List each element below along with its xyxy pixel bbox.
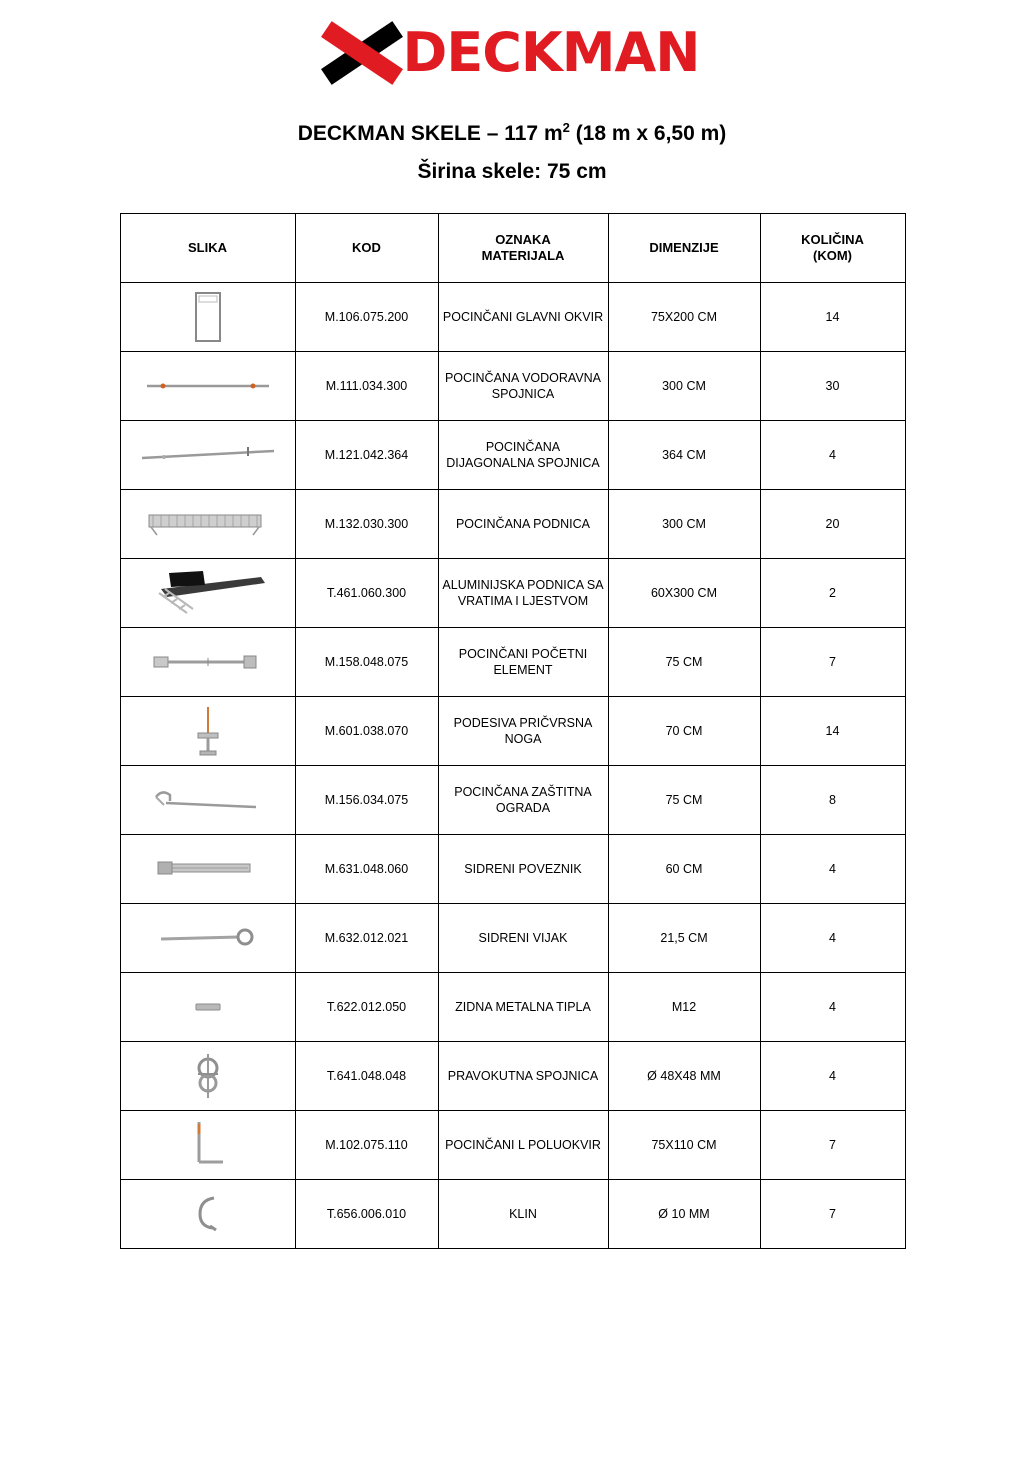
adjustable-base-jack-icon [124, 701, 292, 761]
part-dimensions: 75 CM [608, 766, 760, 835]
header-material-line1: OZNAKA [495, 231, 551, 247]
part-quantity: 7 [760, 1111, 905, 1180]
part-name: SIDRENI VIJAK [438, 904, 608, 973]
part-name: PRAVOKUTNA SPOJNICA [438, 1042, 608, 1111]
part-code: M.102.075.110 [295, 1111, 438, 1180]
parts-table [120, 213, 906, 1249]
table-row [120, 559, 905, 628]
part-dimensions: 75X200 CM [608, 283, 760, 352]
parts-table-wrapper [120, 213, 905, 1249]
part-name: POCINČANA PODNICA [438, 490, 608, 559]
part-name: POCINČANI POČETNI ELEMENT [438, 628, 608, 697]
part-dimensions: 75 CM [608, 628, 760, 697]
document-page [0, 22, 1024, 1470]
part-quantity: 4 [760, 835, 905, 904]
part-quantity: 7 [760, 1180, 905, 1249]
table-row [120, 421, 905, 490]
table-row [120, 490, 905, 559]
header-dimensions: DIMENZIJE [608, 214, 760, 283]
table-row [120, 973, 905, 1042]
part-dimensions: Ø 10 MM [608, 1180, 760, 1249]
part-quantity: 4 [760, 904, 905, 973]
header-quantity-line1: KOLIČINA [801, 231, 864, 247]
part-image-cell [120, 766, 295, 835]
part-code: M.632.012.021 [295, 904, 438, 973]
table-row [120, 1180, 905, 1249]
table-row [120, 904, 905, 973]
page-subtitle: Širina skele: 75 cm [417, 159, 607, 183]
part-quantity: 4 [760, 421, 905, 490]
part-quantity: 2 [760, 559, 905, 628]
part-dimensions: 75X110 CM [608, 1111, 760, 1180]
brand-logo [0, 22, 1024, 84]
part-image-cell [120, 490, 295, 559]
part-name: POCINČANA VODORAVNA SPOJNICA [438, 352, 608, 421]
part-dimensions: 21,5 CM [608, 904, 760, 973]
starter-element-icon [124, 632, 292, 692]
part-code: M.106.075.200 [295, 283, 438, 352]
table-row [120, 283, 905, 352]
guard-rail-icon [124, 770, 292, 830]
part-code: M.631.048.060 [295, 835, 438, 904]
part-code: T.461.060.300 [295, 559, 438, 628]
header-material [438, 214, 608, 283]
table-row [120, 697, 905, 766]
part-image-cell [120, 835, 295, 904]
part-quantity: 14 [760, 283, 905, 352]
diagonal-brace-icon [124, 425, 292, 485]
part-code: M.132.030.300 [295, 490, 438, 559]
part-image-cell [120, 559, 295, 628]
part-dimensions: 60X300 CM [608, 559, 760, 628]
brand-name: DECKMAN [402, 21, 700, 84]
table-row [120, 835, 905, 904]
part-quantity: 4 [760, 973, 905, 1042]
horizontal-brace-icon [124, 356, 292, 416]
l-half-frame-icon [124, 1115, 292, 1175]
part-code: M.158.048.075 [295, 628, 438, 697]
page-title [0, 118, 1024, 150]
part-quantity: 14 [760, 697, 905, 766]
part-quantity: 30 [760, 352, 905, 421]
page-title-suffix: (18 m x 6,50 m) [569, 122, 727, 145]
table-row [120, 1111, 905, 1180]
part-dimensions: 364 CM [608, 421, 760, 490]
part-quantity: 4 [760, 1042, 905, 1111]
wall-plug-icon [124, 977, 292, 1037]
wedge-pin-icon [124, 1184, 292, 1244]
part-code: T.622.012.050 [295, 973, 438, 1042]
anchor-bolt-icon [124, 908, 292, 968]
part-dimensions: 60 CM [608, 835, 760, 904]
part-dimensions: 300 CM [608, 490, 760, 559]
part-image-cell [120, 973, 295, 1042]
table-row [120, 766, 905, 835]
steel-deck-icon [124, 494, 292, 554]
deckman-x-logo-icon [325, 22, 399, 84]
part-quantity: 7 [760, 628, 905, 697]
part-dimensions: M12 [608, 973, 760, 1042]
part-quantity: 20 [760, 490, 905, 559]
part-code: M.111.034.300 [295, 352, 438, 421]
table-row [120, 628, 905, 697]
part-image-cell [120, 697, 295, 766]
aluminium-hatch-deck-icon [124, 563, 292, 623]
part-name: ZIDNA METALNA TIPLA [438, 973, 608, 1042]
part-image-cell [120, 1042, 295, 1111]
part-dimensions: 300 CM [608, 352, 760, 421]
part-image-cell [120, 904, 295, 973]
header-image: SLIKA [120, 214, 295, 283]
page-title-superscript: 2 [562, 120, 570, 135]
part-name: ALUMINIJSKA PODNICA SA VRATIMA I LJESTVOM [438, 559, 608, 628]
part-code: T.641.048.048 [295, 1042, 438, 1111]
part-name: POCINČANI L POLUOKVIR [438, 1111, 608, 1180]
part-dimensions: Ø 48X48 MM [608, 1042, 760, 1111]
anchor-tie-icon [124, 839, 292, 899]
header-quantity [760, 214, 905, 283]
right-angle-coupler-icon [124, 1046, 292, 1106]
header-material-line2: MATERIJALA [481, 248, 565, 263]
part-image-cell [120, 283, 295, 352]
table-row [120, 352, 905, 421]
part-code: M.121.042.364 [295, 421, 438, 490]
part-image-cell [120, 1180, 295, 1249]
part-image-cell [120, 1111, 295, 1180]
header-code: KOD [295, 214, 438, 283]
header-quantity-line2: (KOM) [813, 248, 852, 263]
part-code: M.156.034.075 [295, 766, 438, 835]
page-title-prefix: DECKMAN SKELE – 117 m [297, 122, 563, 145]
table-row [120, 1042, 905, 1111]
part-image-cell [120, 421, 295, 490]
part-code: T.656.006.010 [295, 1180, 438, 1249]
part-dimensions: 70 CM [608, 697, 760, 766]
part-name: POCINČANA ZAŠTITNA OGRADA [438, 766, 608, 835]
part-name: PODESIVA PRIČVRSNA NOGA [438, 697, 608, 766]
part-name: POCINČANA DIJAGONALNA SPOJNICA [438, 421, 608, 490]
part-image-cell [120, 628, 295, 697]
part-name: POCINČANI GLAVNI OKVIR [438, 283, 608, 352]
part-image-cell [120, 352, 295, 421]
part-code: M.601.038.070 [295, 697, 438, 766]
page-title-block [0, 118, 1024, 187]
frame-rectangle-icon [124, 287, 292, 347]
part-quantity: 8 [760, 766, 905, 835]
table-header-row [120, 214, 905, 283]
part-name: SIDRENI POVEZNIK [438, 835, 608, 904]
part-name: KLIN [438, 1180, 608, 1249]
